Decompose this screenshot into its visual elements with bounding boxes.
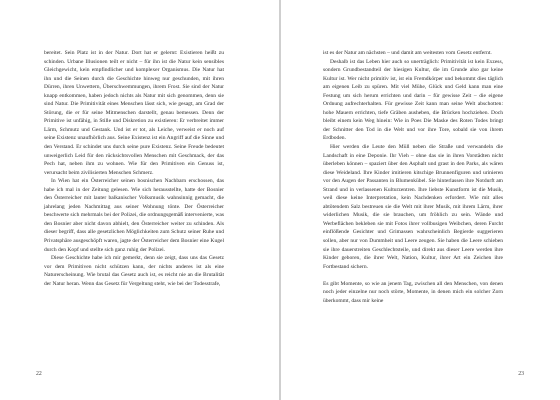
paragraph: Diese Geschichte habe ich mir gemerkt, denn sie zeigt, dass uns das Gesetz vor dem Primitiven nicht schützen kann, der nichts anderes ist als eine Naturerscheinung. Wie brutal das Gesetz auch ist, es reicht nie an die Brutalität der Natur heran. Wenn das Gesetz für Vergeltung steht, wie bei der Todesstrafe,: [44, 255, 224, 287]
paragraph: Es gibt Momente, so wie an jenem Tag, zwischen all den Menschen, von denen noch jeder einzelne nur noch störte, Momente, in denen mich ein solcher Zorn überkommt, dass mir keine: [323, 280, 503, 304]
paragraph: In Wien hat ein Österreicher seinen bosnischen Nachbarn erschossen, das habe ich mal in der Zeitung gelesen. Wie sich herausstellte, hatte der Bosnier den Österreicher mit lauter balkanischer Volksmusik wahnsinnig gemacht, die jahrelang jeden Nachmittag aus seiner Wohnung tönte. Der Österreicher beschwerte sich mehrmals bei der Polizei, die ordnungsgemäß intervenierte, was den Bosnier aber nicht davon abhielt, den Österreicher weiter zu schinden. Als dieser begriff, dass alle gesetzlichen Möglichkeiten zum Schutz seiner Ruhe und Privatsphäre ausgeschöpft waren, jagte der Österreicher dem Bosnier eine Kugel durch den Kopf und stellte sich ganz ruhig der Polizei.: [44, 178, 224, 253]
paragraph: ist es der Natur am nächsten – und damit am weitesten vom Gesetz entfernt.: [323, 50, 492, 56]
left-page-text: [44, 49, 224, 288]
paragraph: bereitet. Sein Platz ist in der Natur. Dort hat er gelernt: Existieren heißt zu schinden. Urbane Illusionen teilt er nicht – für ihn ist die Natur kein sensibles Gleichgewicht, kein empfindlicher und komplexer Organismus. Die Natur hat ihn und die Seinen durch die Geschichte hinweg nur geschunden, mit ihren Dürren, ihren Unwettern, Überschwemmungen, ihrem Frost. Sie sind der Natur knapp entkommen, haben jedoch nichts als Natur mit sich genommen, denn sie sind Natur. Die Primitivität eines Menschen lässt sich, wie gesagt, am Grad der Störung, die er für seine Mitmenschen darstellt, genau bemessen. Denn der Primitive ist unfähig, in Stille und Diskretion zu existieren: Er verbreitet immer Lärm, Schmutz und Gestank. Und ist er tot, als Leiche, verweist er noch auf seine Existenz unaufhörlich aus. Seine Existenz ist ein Angriff auf die Sinne und den Verstand. Er schindet uns durch seine pure Existenz. Seine Freude bedeutet unweigerlich Leid für den rücksichtsvollen Menschen mit Geschmack, der das Pech hat, neben ihm zu wohnen. Wie für den Primitiven ein Genuss ist, verursacht beim zivilisierten Menschen Schmerz.: [44, 50, 224, 176]
paragraph: Deshalb ist das Leben hier auch so unerträglich: Primitivität ist kein Exzess, sondern Grundbestandteil der hiesigen Kultur, die im Grunde also gar keine Kultur ist. Wer nicht primitiv ist, ist ein Fremdkörper und bekommt dies täglich am eigenen Leib zu spüren. Mit viel Mühe, Glück und Geld kann man eine Festung um sich herum errichten und darin – für gewisse Zeit – die eigene Ordnung aufrechterhalten. Für gewisse Zeit kann man seine Welt abschotten: hohe Mauern errichten, tiefe Gräben ausheben, die Brücken hochziehen. Doch bleibt einem kein Weg hinein: Wie in Poes Die Maske des Roten Todes bringt der Schnitter den Tod in die Welt und vor ihre Tore, sobald sie von ihrem Erdboden.: [323, 58, 503, 142]
right-page: [281, 0, 560, 400]
page-number: 23: [518, 371, 524, 377]
left-page: [0, 0, 279, 400]
page-number: 22: [36, 371, 42, 377]
paragraph: Hier werden die Leute den Müll neben die Straße und verwandeln die Landschaft in eine Deponie. Ihr Vieh – ohne das sie in ihren Vorstädten nicht überleben können – spaziert über den Asphalt und grast in den Parks, als wären diese Weideland. Ihre Kinder imitieren kitschige Brunnenfiguren und urinieren vor den Augen der Passanten in Blumenkübel. Sie hinterlassen ihre Notdurft am Strand und in verlassenen Kulturzentren. Ihre liebste Kunstform ist die Musik, weil diese keine Interpretation, kein Nachdenken erfordert. Wie mit alles abtötendem Salz bestreuen sie die Welt mit ihrer Musik, mit ihrem Lärm, ihrer widerlichen Musik, die sie brauchen, um fröhlich zu sein. Wände und Werbeflächen bekleben sie mit Fotos ihrer vollbusigen Weibchen, deren Furcht einflößende Gesichter und Grimassen wahrscheinlich Begierde suggerieren sollen, aber nur von Dummheit und Leere zeugen. Sie haben die Leere schieben sie ihre dauerstreiten Geschlechtsteile, und direkt aus dieser Leere werden ihre Kinder geboren, die ihrer Welt, Nation, Kultur, ihrer Art ein Zeichen ihre Fortbestand sichern.: [323, 144, 503, 270]
right-page-text: [323, 49, 503, 305]
